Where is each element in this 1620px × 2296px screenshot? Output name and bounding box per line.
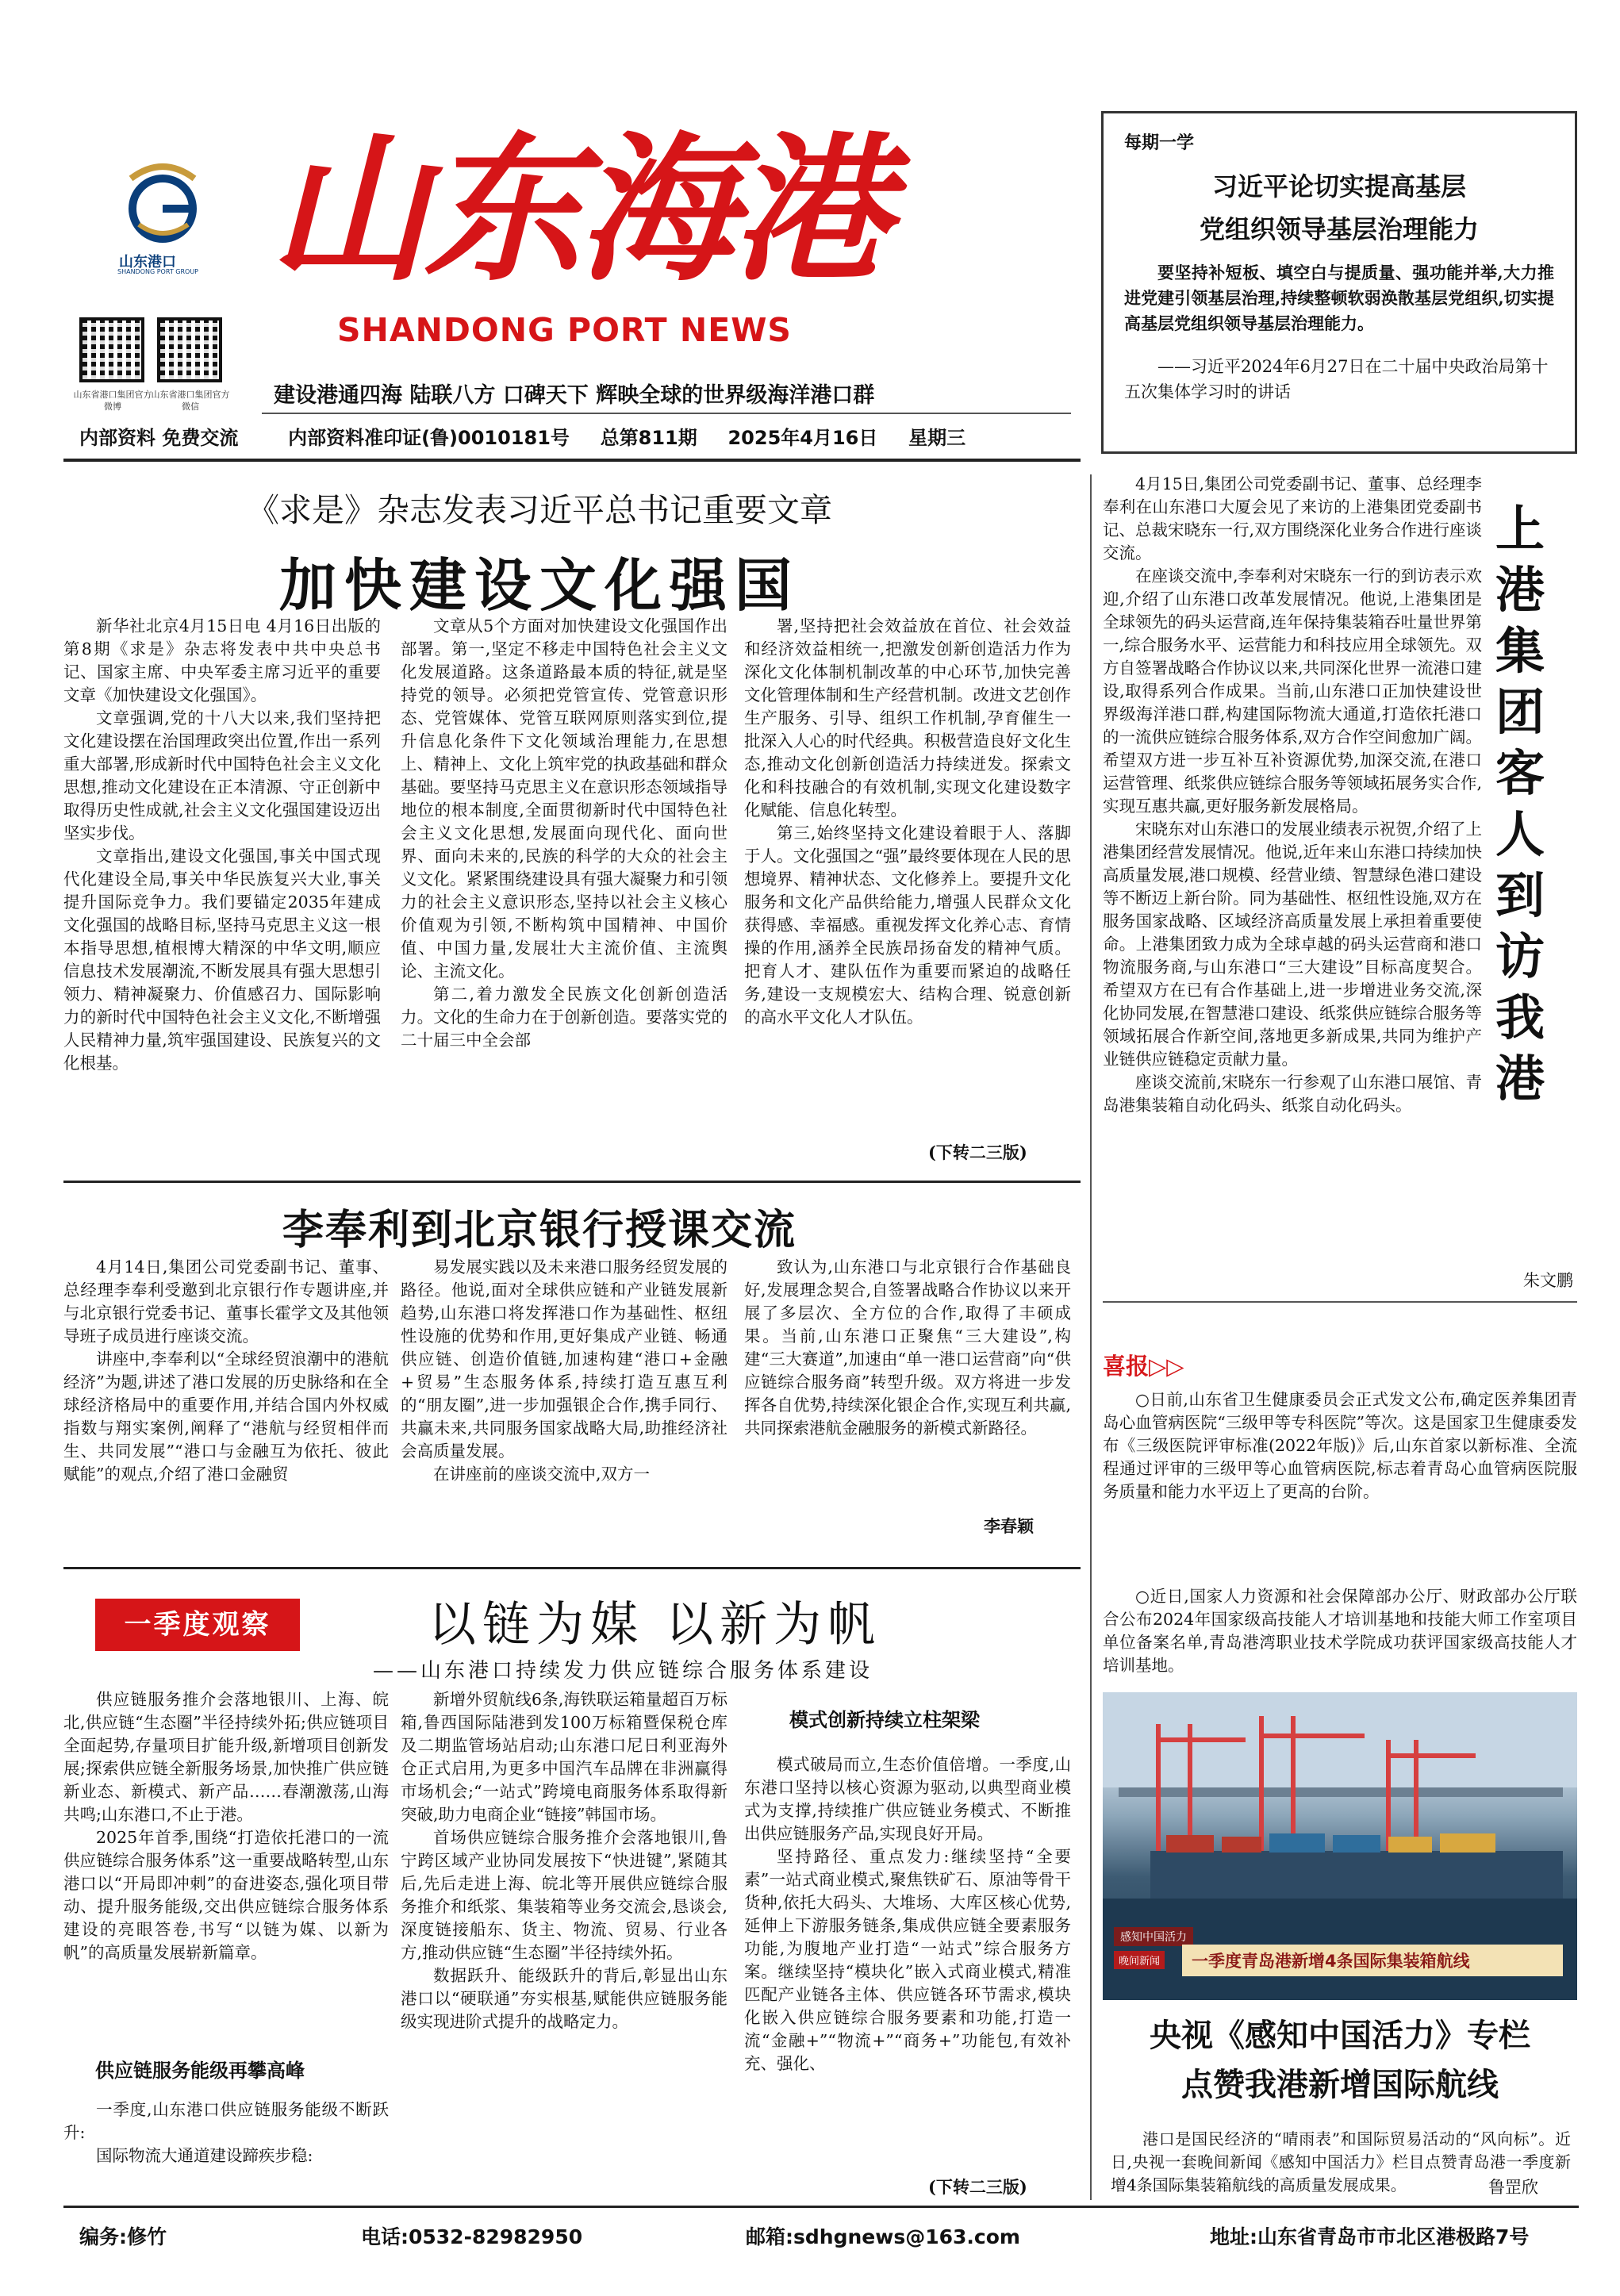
port-photo [1103,1692,1577,2000]
supply-column-1: 供应链服务推介会落地银川、上海、皖北,供应链“生态圈”半径持续外拓;供应链项目全面起势,存量项目扩能升级,新增项目创新发展;探索供应链全新服务场景,加快推广供应链新业态、新模式、新产品……春潮激荡,山海共鸣;山东港口,不止于港。 2025年首季,围绕“打造依托港口的一流供应链综合服务体系”这一重要战略转型,山东港口以“开局即冲刺”的奋进姿态,强化项目带动、提升服务能级,交出供应链综合服务体系建设的亮眼答卷,书写“以链为媒、以新为帆”的高质量发展崭新篇章。 [63,1690,389,1962]
masthead-english-title: SHANDONG PORT NEWS [337,311,792,349]
qr-code-wechat [157,317,222,382]
footer-email: 邮箱:sdhgnews@163.com [746,2225,1020,2248]
issue-number: 总第811期 [600,427,697,449]
shanggang-author: 朱文鹏 [1523,1271,1573,1290]
lead-column-2: 文章从5个方面对加快建设文化强国作出部署。第一,坚定不移走中国特色社会主义文化发展道路。这条道路最本质的特征,就是坚持党的领导。必须把党管宣传、党管意识形态、党管媒体、党管互联网原则落实到位,提升信息化条件下文化领域治理能力,在思想上、精神上、文化上筑牢党的执政基础和群众基础。要坚持马克思主义在意识形态领域指导地位的根本制度,全面贯彻新时代中国特色社会主义文化思想,发展面向现代化、面向世界、面向未来的,民族的科学的大众的社会主义文化。紧紧围绕建设具有强大凝聚力和引领力的社会主义意识形态,坚持以社会主义核心价值观为引领,不断构筑中国精神、中国价值、中国力量,发展壮大主流价值、主流舆论、主流文化。 第二,着力激发全民族文化创新创造活力。文化的生命力在于创新创造。要落实党的二十届三中全会部 [401,616,727,1050]
supply-headline: 以链为媒 以新为帆 [428,1597,882,1653]
section-tag-quarterly: 一季度观察 [95,1599,300,1651]
supply-continued: (下转二三版) [928,2177,1027,2197]
footer-rule [63,2206,1579,2208]
good-news-item-1: ○日前,山东省卫生健康委员会正式发文公布,确定医养集团青岛心血管病医院“三级甲等专科医院”等次。这是国家卫生健康委发布《三级医院评审标准(2022年版)》后,山东首家以新标准、全流程通过评审的三级甲等心血管病医院,标志着青岛心血管病医院服务质量和能力水平迈上了更高的台阶。 [1103,1390,1577,1501]
photo-caption-line2: 点赞我港新增国际航线 [1181,2066,1499,2103]
masthead-divider [262,413,1071,414]
lead-kicker: 《求是》杂志发表习近平总书记重要文章 [247,491,832,529]
footer-editor: 编务:修竹 [79,2225,167,2248]
supply-col1-subhead: 供应链服务能级再攀高峰 [95,2059,305,2082]
lead-continued: (下转二三版) [928,1142,1027,1162]
weekly-study-body: 要坚持补短板、填空白与提质量、强功能并举,大力推进党建引领基层治理,持续整顿软弱涣散基层党组织,切实提高基层党组织领导基层治理能力。 [1124,263,1554,333]
right-column-divider [1090,474,1092,2200]
masthead-rule [63,459,1081,462]
tv-program-logo: 感知中国活力 [1114,1927,1193,1946]
bank-headline: 李奉利到北京银行授课交流 [282,1206,797,1254]
supply-column-3: 模式破局而立,生态价值倍增。一季度,山东港口坚持以核心资源为驱动,以典型商业模式为支撑,持续推广供应链业务模式、不断推出供应链服务产品,实现良好开局。 坚持路径、重点发力:继续坚持“全要素”一站式商业模式,聚焦铁矿石、原油等骨干货种,依托大码头、大堆场、大库区核心优势,延伸上下游服务链条,集成供应链全要素服务功能,为腹地产业打造“一站式”综合服务方案。继续坚持“模块化”嵌入式商业模式,精准匹配产业链各主体、供应链各环节需求,模块化嵌入供应链综合服务要素和功能,打造一流“金融+”“物流+”“商务+”功能包,有效补充、强化、 [744,1755,1071,2073]
weekly-study-source: ——习近平2024年6月27日在二十届中央政治局第十五次集体学习时的讲话 [1124,357,1549,401]
footer-address: 地址:山东省青岛市市北区港极路7号 [1210,2225,1530,2248]
qr-left-caption: 山东省港口集团官方微博 [73,390,152,412]
issue-info-line [79,422,965,450]
shanggang-headline: 上港集团客人到访我港 [1495,500,1545,1108]
internal-note: 内部资料 免费交流 [79,427,239,449]
brand-name: 山东港口 [119,254,176,271]
tv-program-name: 晚间新闻 [1114,1951,1165,1969]
weekly-study-kicker: 每期一学 [1124,132,1195,153]
supply-col3-subhead: 模式创新持续立柱架梁 [789,1708,980,1731]
weekly-study-title [1124,165,1554,251]
qr-code-weibo [79,317,144,382]
bank-author: 李春颖 [984,1516,1034,1536]
permit-number: 内部资料准印证(鲁)0010181号 [288,427,570,449]
photo-author: 鲁罡欣 [1488,2178,1538,2197]
masthead-slogan: 建设港通四海 陆联八方 口碑天下 辉映全球的世界级海洋港口群 [274,383,875,408]
issue-weekday: 星期三 [908,427,966,449]
photo-note: 港口是国民经济的“晴雨表”和国际贸易活动的“风向标”。近日,央视一套晚间新闻《感知中国活力》栏目点赞青岛港一季度新增4条国际集装箱航线的高质量发展成果。 [1111,2129,1571,2194]
lead-column-3: 署,坚持把社会效益放在首位、社会效益和经济效益相统一,把激发创新创造活力作为深化文化体制机制改革的中心环节,加快完善文化管理体制和生产经营机制。改进文艺创作生产服务、引导、组织工作机制,孕育催生一批深入人心的时代经典。积极营造良好文化生态,推动文化创新创造活力持续迸发。探索文化和科技融合的有效机制,实现文化建设数字化赋能、信息化转型。 第三,始终坚持文化建设着眼于人、落脚于人。文化强国之“强”最终要体现在人民的思想境界、精神状态、文化修养上。要提升文化服务和文化产品供给能力,增强人民群众文化获得感、幸福感。重视发挥文化养心志、育情操的作用,涵养全民族昂扬奋发的精神气质。把育人才、建队伍作为重要而紧迫的战略任务,建设一支规模宏大、结构合理、锐意创新的高水平文化人才队伍。 [744,616,1071,1027]
lead-bottom-rule [63,1181,1081,1183]
shanggang-rule [1103,1301,1577,1303]
photo-caption-line1: 央视《感知中国活力》专栏 [1150,2017,1530,2054]
shanggang-body-top: 4月15日,集团公司党委副书记、董事、总经理李奉利在山东港口大厦会见了来访的上港集团党委副书记、总裁宋晓东一行,双方围绕深化业务合作进行座谈交流。 在座谈交流中,李奉利对宋晓东一行的到访表示欢迎,介绍了山东港口改革发展情况。他说,上港集团是全球领先的码头运营商,连年保持集装箱吞吐量世界第一,综合服务水平、运营能力和科技应用全球领先。双方自签署战略合作协议以来,共同深化世界一流港口建设,取得系列合作成果。当前,山东港口正加快建设世界级海洋港口群,构建国际物流大通道,打造依托港口的一流供应链综合服务体系,双方合作空间愈加广阔。希望双方进一步互补互补资源优势,加深交流,在港口运营管理、纸浆供应链综合服务等领域拓展务实合作,实现互惠共赢,更好服务新发展格局。 宋晓东对山东港口的发展业绩表示祝贺,介绍了上港集团经营发展情况。他说,近年来山东港口持续加快高质量发展,港口规模、经营业绩、智慧绿色港口建设等不断迈上新台阶。同为基础性、枢纽性设施,双方在服务国家战略、区域经济高质量发展上承担着重要使命。上港集团致力成为全球卓越的码头运营商和港口物流服务商,与山东港口“三大建设”目标高度契合。希望双方在已有合作基础上,进一步增进业务交流,深化协同发展,在智慧港口建设、纸浆供应链综合服务等领域拓展合作新空间,落地更多新成果,共同为维护产业链供应链稳定贡献力量。 座谈交流前,宋晓东一行参观了山东港口展馆、青岛港集装箱自动化码头、纸浆自动化码头。 [1103,474,1483,1115]
tv-banner: 一季度青岛港新增4条国际集装箱航线 [1182,1945,1563,1976]
qr-right-caption: 山东省港口集团官方微信 [151,390,230,412]
supply-column-1-tail: 一季度,山东港口供应链服务能级不断跃升: 国际物流大通道建设蹄疾步稳: [63,2100,389,2165]
supply-column-2: 新增外贸航线6条,海铁联运箱量超百万标箱,鲁西国际陆港到发100万标箱暨保税仓库及二期监管场站启动;山东港口尼日利亚海外仓正式启用,为更多中国汽车品牌在非洲赢得市场机会;“一站式”跨境电商服务体系取得新突破,助力电商企业“链接”韩国市场。 首场供应链综合服务推介会落地银川,鲁宁跨区域产业协同发展按下“快进键”,紧随其后,先后走进上海、皖北等开展供应链综合服务推介和纸浆、集装箱等业务交流会,恳谈会,深度链接船东、货主、物流、贸易、行业各方,推动供应链“生态圈”半径持续外拓。 数据跃升、能级跃升的背后,彰显出山东港口以“硬联通”夯实根基,赋能供应链服务能级实现进阶式提升的战略定力。 [401,1690,727,2031]
good-news-item-2: ○近日,国家人力资源和社会保障部办公厅、财政部办公厅联合公布2024年国家级高技能人才培训基地和技能大师工作室项目单位备案名单,青岛港湾职业技术学院成功获评国家级高技能人才培训基地。 [1103,1587,1577,1675]
good-news-label: 喜报▷▷ [1103,1353,1184,1380]
footer-phone: 电话:0532-82982950 [361,2225,583,2248]
weekly-study-title-line1: 习近平论切实提高基层 [1211,171,1466,202]
bank-column-3: 致认为,山东港口与北京银行合作基础良好,发展理念契合,自签署战略合作协议以来开展了多层次、全方位的合作,取得了丰硕成果。当前,山东港口正聚焦“三大建设”,构建“三大赛道”,加速由“单一港口运营商”向“供应链综合服务商”转型升级。双方将进一步发挥各自优势,持续深化银企合作,实现互利共赢,共同探索港航金融服务的新模式新路径。 [744,1257,1071,1438]
brand-english: SHANDONG PORT GROUP [117,268,198,275]
group-logo-emblem [115,155,210,250]
bank-column-1: 4月14日,集团公司党委副书记、董事、总经理李奉利受邀到北京银行作专题讲座,并与北京银行党委书记、董事长霍学文及其他领导班子成员进行座谈交流。 讲座中,李奉利以“全球经贸浪潮中的港航经济”为题,讲述了港口发展的历史脉络和在全球经济格局中的重要作用,并结合国内外权威指数与翔实案例,阐释了“港航与经贸相伴而生、共同发展”“港口与金融互为依托、彼此赋能”的观点,介绍了港口金融贸 [63,1257,389,1484]
weekly-study-box [1101,111,1577,454]
bank-bottom-rule [63,1567,1081,1569]
supply-subheadline: ——山东港口持续发力供应链综合服务体系建设 [373,1659,873,1683]
photo-caption-title [1103,2011,1577,2110]
issue-date: 2025年4月16日 [727,427,878,449]
bank-column-2: 易发展实践以及未来港口服务经贸发展的路径。他说,面对全球供应链和产业链发展新趋势,山东港口将发挥港口作为基础性、枢纽性设施的优势和作用,更好集成产业链、畅通供应链、创造价值链,加速构建“港口+金融+贸易”生态服务体系,持续打造互惠互利的“朋友圈”,进一步加强银企合作,携手同行、共赢未来,共同服务国家战略大局,助推经济社会高质量发展。 在讲座前的座谈交流中,双方一 [401,1257,727,1484]
lead-headline: 加快建设文化强国 [278,551,800,619]
weekly-study-title-line2: 党组织领导基层治理能力 [1199,214,1479,244]
masthead-title: 山东海港 [270,117,886,303]
lead-column-1: 新华社北京4月15日电 4月16日出版的第8期《求是》杂志将发表中共中央总书记、国家主席、中央军委主席习近平的重要文章《加快建设文化强国》。 文章强调,党的十八大以来,我们坚持把文化建设摆在治国理政突出位置,作出一系列重大部署,形成新时代中国特色社会主义文化思想,推动文化建设在正本清源、守正创新中取得历史性成就,社会主义文化强国建设迈出坚实步伐。 文章指出,建设文化强国,事关中国式现代化建设全局,事关中华民族复兴大业,事关提升国际竞争力。我们要锚定2035年建成文化强国的战略目标,坚持马克思主义这一根本指导思想,植根博大精深的中华文明,顺应信息技术发展潮流,不断发展具有强大思想引领力、精神凝聚力、价值感召力、国际影响力的新时代中国特色社会主义文化,不断增强人民精神力量,筑牢强国建设、民族复兴的文化根基。 [63,616,381,1073]
